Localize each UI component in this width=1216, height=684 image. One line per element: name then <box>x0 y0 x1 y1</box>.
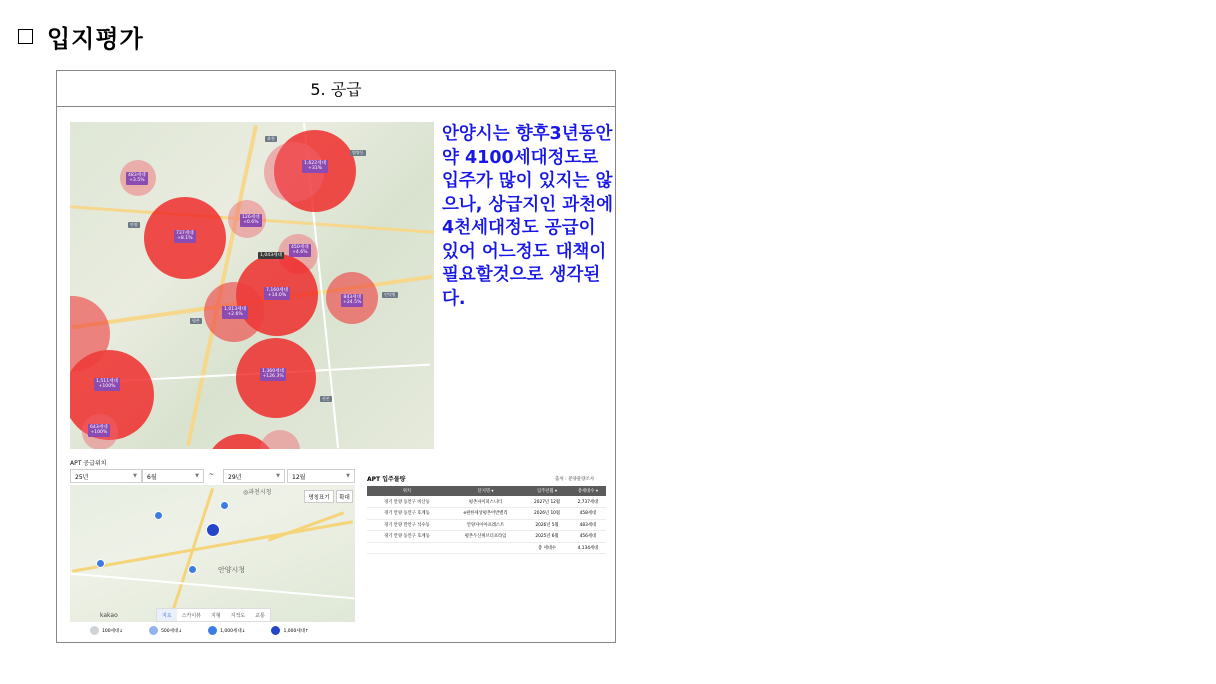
start-year-select[interactable] <box>70 469 142 483</box>
apt-pin[interactable] <box>96 559 105 568</box>
table-total-row <box>367 542 606 554</box>
cell: 경기 안양 만안구 석수동 <box>367 519 447 531</box>
map-type-tabs <box>156 608 271 622</box>
legend-label: 500세대↓ <box>161 628 183 634</box>
gwacheon-label: ◎과천시청 <box>243 489 272 496</box>
chevron-down-icon: ▼ <box>195 473 199 479</box>
occupancy-title: APT 입주물량 <box>367 476 406 483</box>
end-month-value: 12월 <box>292 473 306 481</box>
cell: 2,737세대 <box>570 496 606 508</box>
cell <box>447 542 524 554</box>
anyang-label: 안양시청 <box>218 566 246 574</box>
legend-label: 100세대↓ <box>102 628 124 634</box>
col-households[interactable]: 총세대수 ▾ <box>570 486 606 496</box>
supply-label: 1,043세대 <box>260 253 283 258</box>
cell: 경기 안양 동안구 호계동 <box>367 508 447 520</box>
legend-item <box>271 626 308 635</box>
supply-label: 1,013세대 +2.6% <box>224 307 247 318</box>
map-place-label: 평촌 <box>192 318 200 323</box>
supply-label: 483세대 +3.5% <box>128 173 146 184</box>
cell: 2026년 5월 <box>524 519 570 531</box>
cell: 2027년 12월 <box>524 496 570 508</box>
pin-icon <box>208 626 217 635</box>
expand-button[interactable]: 확대 <box>336 490 353 503</box>
supply-label: 1,360세대 +126.3% <box>262 369 285 380</box>
table-row <box>367 519 606 531</box>
apt-pin[interactable] <box>220 501 229 510</box>
table-row <box>367 508 606 520</box>
tab-map[interactable]: 지도 <box>157 609 177 621</box>
supply-label: 126세대 +0.6% <box>242 215 260 226</box>
pin-icon <box>90 626 99 635</box>
supply-label: 843세대 +24.5% <box>343 295 362 306</box>
col-move-in[interactable]: 입주년월 ▾ <box>524 486 570 496</box>
cell: 2026년 10월 <box>524 508 570 520</box>
kakao-logo: kakao <box>100 612 118 619</box>
map-place-label: 인덕원 <box>384 292 396 297</box>
section-heading <box>14 18 144 54</box>
cell: 458세대 <box>570 508 606 520</box>
cell: 483세대 <box>570 519 606 531</box>
map-place-label: 안양 <box>130 222 138 227</box>
toggle-name-button[interactable]: 명칭표기 <box>304 490 334 503</box>
card-title: 5. 공급 <box>57 71 615 107</box>
supply-label: 1,511세대 +100% <box>96 379 119 390</box>
apt-pin[interactable] <box>188 565 197 574</box>
cell: 4,134세대 <box>570 542 606 554</box>
tab-cadastral[interactable]: 지적도 <box>230 612 246 619</box>
cell: 안양자이아프레스트 <box>447 519 524 531</box>
map-place-label: 산본 <box>322 396 330 401</box>
supply-map[interactable] <box>70 122 434 449</box>
tab-skyview[interactable]: 스카이뷰 <box>181 612 201 619</box>
start-year-value: 25년 <box>75 473 89 481</box>
cell: 평촌두산위브더프라임 <box>447 531 524 543</box>
end-year-value: 29년 <box>228 473 242 481</box>
cell: e편한세상평촌어반밸리 <box>447 508 524 520</box>
map-place-label: 별양동 <box>352 150 364 155</box>
range-separator: ~ <box>209 471 215 478</box>
heading-title: 입지평가 <box>47 24 144 53</box>
pin-icon <box>149 626 158 635</box>
cell: 456세대 <box>570 531 606 543</box>
legend-label: 1,000세대↓ <box>220 628 246 634</box>
supply-label: 1,622세대 +31% <box>304 161 327 172</box>
apt-pin[interactable] <box>154 511 163 520</box>
legend-item <box>208 626 245 635</box>
table-row <box>367 531 606 543</box>
chevron-down-icon: ▼ <box>133 473 137 479</box>
end-year-select[interactable] <box>223 469 285 483</box>
supply-label: 643세대 +100% <box>90 425 108 436</box>
tab-terrain[interactable]: 지형 <box>211 612 221 619</box>
cell: 경기 안양 동안구 비산동 <box>367 496 447 508</box>
table-row <box>367 496 606 508</box>
chevron-down-icon: ▼ <box>276 473 280 479</box>
start-month-select[interactable] <box>142 469 204 483</box>
cell: 2025년 6월 <box>524 531 570 543</box>
supply-card <box>56 70 616 643</box>
cell: 총 세대수 <box>524 542 570 554</box>
supply-circle[interactable] <box>260 430 300 449</box>
supply-label: 737세대 +8.1% <box>176 231 194 242</box>
end-month-select[interactable] <box>287 469 355 483</box>
cell <box>367 542 447 554</box>
supply-label: 7,160세대 +14.0% <box>266 288 289 299</box>
legend-label: 1,000세대↑ <box>283 628 309 634</box>
apt-location-map[interactable] <box>70 485 355 622</box>
supply-label: 450세대 +4.6% <box>291 245 309 256</box>
legend-item <box>90 626 123 635</box>
supply-description: 안양시는 향후3년동안 약 4100세대정도로 입주가 많이 있지는 않으나, 상급지인 과천에 4천세대정도 공급이 있어 어느정도 대책이 필요할것으로 생각된다. <box>442 124 613 309</box>
legend-item <box>149 626 182 635</box>
apt-location-title: APT 공급위치 <box>70 460 107 467</box>
map-place-label: 과천 <box>267 136 275 141</box>
apt-pin[interactable] <box>206 523 220 537</box>
occupancy-source: 출처 : 분양물량조사 <box>555 477 595 482</box>
map-road <box>70 573 354 600</box>
start-month-value: 6월 <box>147 473 157 481</box>
cell: 평촌자이퍼스니티 <box>447 496 524 508</box>
occupancy-table <box>367 486 606 554</box>
col-location: 위치 <box>367 486 447 496</box>
map-legend <box>90 626 309 635</box>
pin-icon <box>271 626 280 635</box>
chevron-down-icon: ▼ <box>346 473 350 479</box>
square-bullet-icon <box>18 29 33 44</box>
col-complex[interactable]: 단지명 ▾ <box>447 486 524 496</box>
tab-traffic[interactable]: 교통 <box>255 612 265 619</box>
cell: 경기 안양 동안구 호계동 <box>367 531 447 543</box>
